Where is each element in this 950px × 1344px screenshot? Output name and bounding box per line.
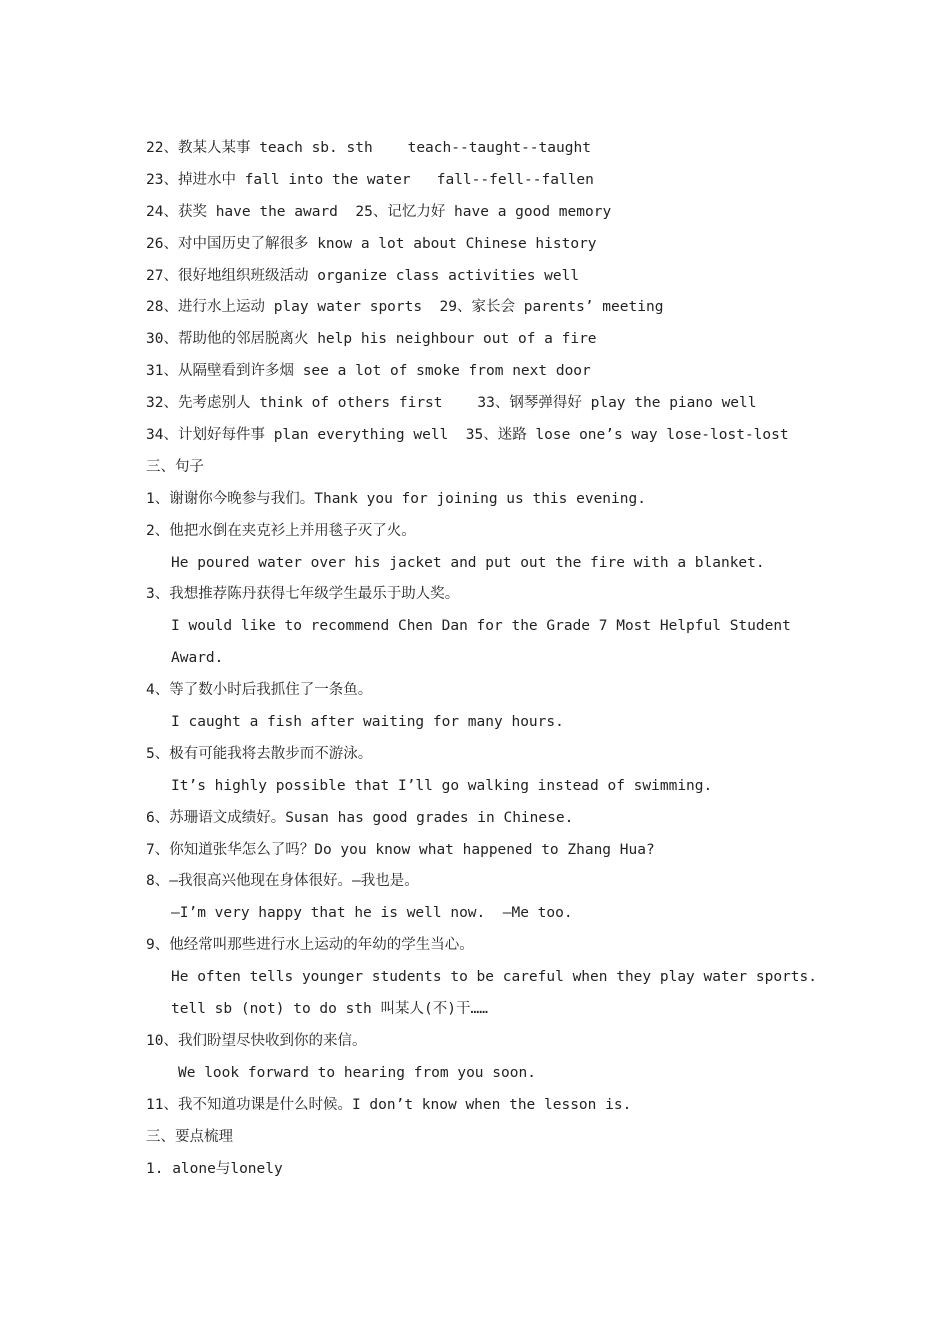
- text-line: He often tells younger students to be careful when they play water sports.: [171, 969, 818, 986]
- text-line: Award.: [171, 650, 224, 667]
- text-line: 1、谢谢你今晚参与我们。Thank you for joining us this evening.: [146, 490, 646, 507]
- text-line: 10、我们盼望尽快收到你的来信。: [146, 1032, 367, 1049]
- text-line: —I’m very happy that he is well now. —Me too.: [171, 905, 573, 922]
- text-line: 26、对中国历史了解很多 know a lot about Chinese history: [146, 235, 597, 252]
- text-line: I would like to recommend Chen Dan for the Grade 7 Most Helpful Student: [171, 618, 791, 635]
- text-line: 6、苏珊语文成绩好。Susan has good grades in Chinese.: [146, 809, 574, 826]
- text-line: 1. alone与lonely: [146, 1160, 283, 1177]
- text-line: tell sb (not) to do sth 叫某人(不)干……: [171, 1001, 488, 1018]
- text-line: 9、他经常叫那些进行水上运动的年幼的学生当心。: [146, 937, 474, 954]
- text-line: 11、我不知道功课是什么时候。I don’t know when the lesson is.: [146, 1096, 632, 1113]
- text-line: 27、很好地组织班级活动 organize class activities well: [146, 267, 580, 284]
- text-line: 3、我想推荐陈丹获得七年级学生最乐于助人奖。: [146, 586, 460, 603]
- text-line: 三、句子: [146, 458, 204, 475]
- text-line: 22、教某人某事 teach sb. sth teach--taught--taught: [146, 140, 591, 156]
- text-line: 30、帮助他的邻居脱离火 help his neighbour out of a fire: [146, 331, 597, 348]
- text-line: 28、进行水上运动 play water sports 29、家长会 parents’ meeting: [146, 299, 664, 316]
- text-line: 2、他把水倒在夹克衫上并用毯子灭了火。: [146, 522, 416, 539]
- text-line: I caught a fish after waiting for many hours.: [171, 714, 564, 731]
- text-line: 34、计划好每件事 plan everything well 35、迷路 lose one’s way lose-lost-lost: [146, 427, 789, 444]
- text-line: We look forward to hearing from you soon.: [178, 1064, 536, 1081]
- text-line: 24、获奖 have the award 25、记忆力好 have a good memory: [146, 203, 612, 220]
- text-line: 23、掉进水中 fall into the water fall--fell--fallen: [146, 171, 594, 188]
- text-line: 31、从隔壁看到许多烟 see a lot of smoke from next door: [146, 363, 591, 380]
- text-line: 8、—我很高兴他现在身体很好。—我也是。: [146, 873, 419, 890]
- text-line: 5、极有可能我将去散步而不游泳。: [146, 745, 373, 762]
- document-page: [146, 137, 826, 1189]
- text-line: It’s highly possible that I’ll go walking instead of swimming.: [171, 777, 713, 794]
- text-line: He poured water over his jacket and put out the fire with a blanket.: [171, 554, 765, 571]
- text-line: 32、先考虑别人 think of others first 33、钢琴弹得好 play the piano well: [146, 395, 757, 412]
- text-line: 4、等了数小时后我抓住了一条鱼。: [146, 682, 373, 699]
- text-line: 7、你知道张华怎么了吗？Do you know what happened to Zhang Hua?: [146, 841, 655, 858]
- text-line: 三、要点梳理: [146, 1128, 233, 1145]
